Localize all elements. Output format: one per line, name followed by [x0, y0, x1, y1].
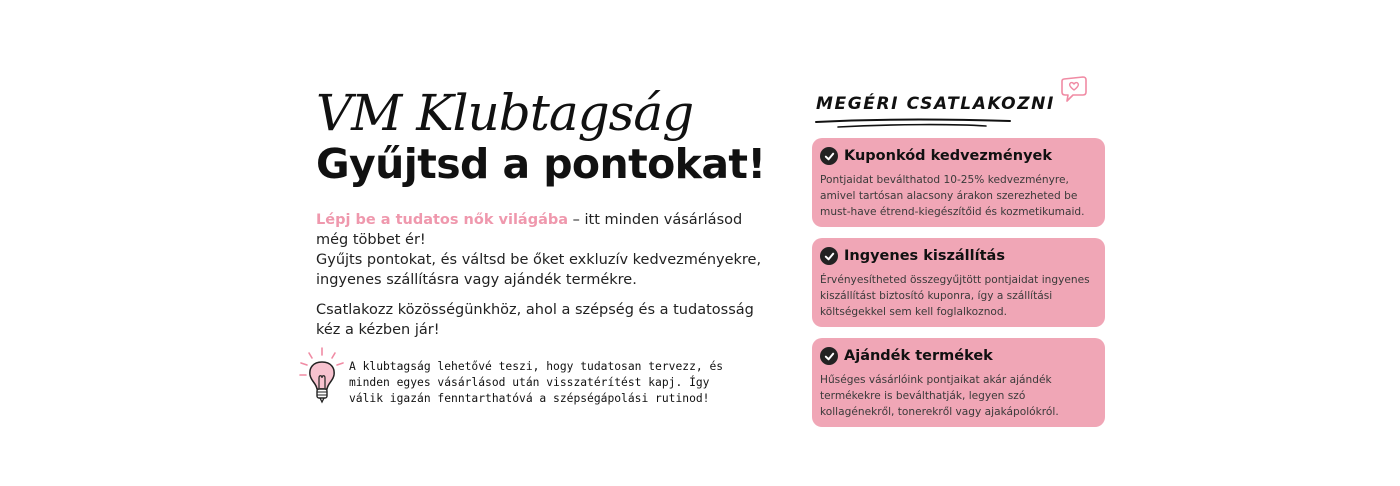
page-title: Gyűjtsd a pontokat!: [316, 140, 766, 188]
tip-text: A klubtagság lehetővé teszi, hogy tudatosan tervezz, és minden egyes vásárlásod után visszatérítést kapj. Így válik igazán fenntarthatóvá a szépségápolási rutinod!: [349, 360, 724, 405]
headline-underline: [814, 118, 1014, 130]
benefit-card-title: Ingyenes kiszállítás: [844, 248, 1005, 264]
intro-paragraph: [316, 210, 776, 290]
benefits-headline: MEGÉRI CSATLAKOZNI: [816, 94, 1055, 114]
chat-heart-icon: [1058, 74, 1088, 104]
intro-text-line2: Gyűjts pontokat, és váltsd be őket exkluzív kedvezményekre, ingyenes szállításra vagy ajándék termékre.: [316, 252, 762, 288]
tip-box: [298, 346, 738, 410]
intro-section: [316, 84, 776, 340]
benefit-card-coupon: [812, 138, 1105, 227]
check-circle-icon: [820, 147, 838, 165]
benefits-header: [812, 74, 1106, 138]
benefit-card-text: Érvényesítheted összegyűjtött pontjaidat ingyenes kiszállítást biztosító kuponra, így a szállítási költségekkel sem kell foglalkoznod.: [820, 274, 1090, 318]
community-paragraph: Csatlakozz közösségünkhöz, ahol a szépség és a tudatosság kéz a kézben jár!: [316, 302, 754, 338]
intro-accent-text: Lépj be a tudatos nők világába: [316, 212, 569, 228]
lightbulb-icon: [298, 346, 346, 406]
intro-text: – itt minden vásárlásod még többet ér!: [316, 212, 743, 248]
benefit-card-gift: [812, 338, 1105, 427]
benefit-card-title: Ajándék termékek: [844, 348, 993, 364]
benefits-section: [812, 74, 1106, 438]
benefit-card-shipping: [812, 238, 1105, 327]
club-title: VM Klubtagság: [316, 84, 694, 142]
benefit-card-title: Kuponkód kedvezmények: [844, 148, 1052, 164]
benefit-card-text: Pontjaidat beválthatod 10-25% kedvezményre, amivel tartósan alacsony árakon szerezheted be must-have étrend-kiegészítőid és kozmetikumaid.: [820, 174, 1085, 218]
benefit-card-text: Hűséges vásárlóink pontjaikat akár ajándék termékekre is beválthatják, legyen szó kollagénekről, tonerekről vagy ajakápolókról.: [820, 374, 1059, 418]
check-circle-icon: [820, 347, 838, 365]
check-circle-icon: [820, 247, 838, 265]
